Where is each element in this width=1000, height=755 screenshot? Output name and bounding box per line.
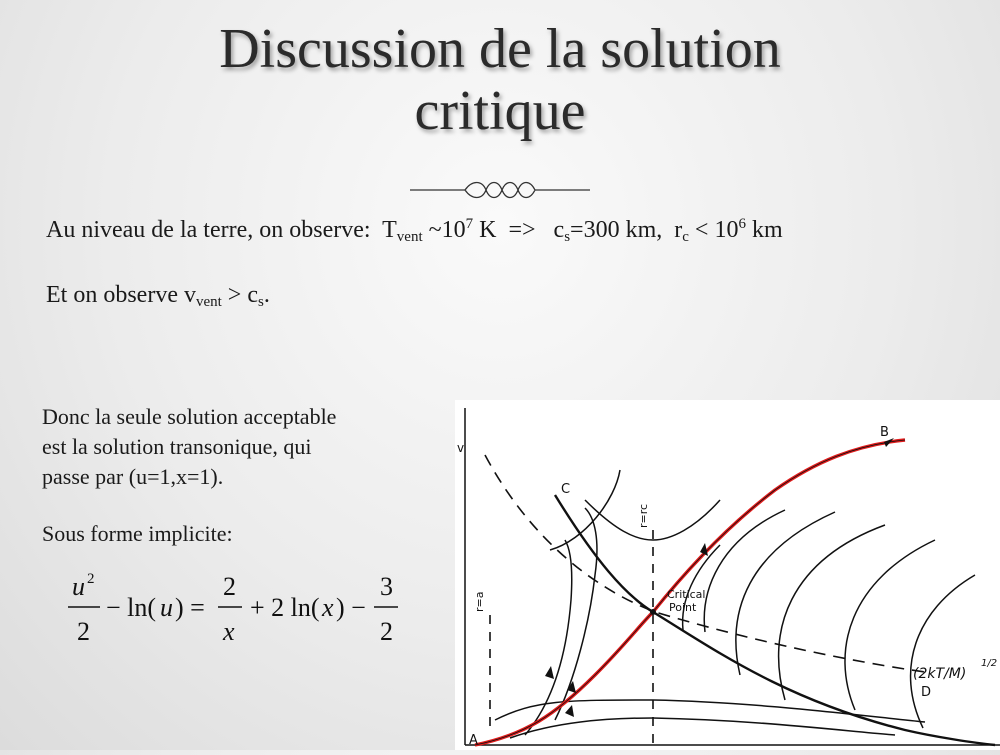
ra-label: r=a xyxy=(473,591,486,612)
svg-text:) −: ) − xyxy=(336,593,366,622)
svg-text:2: 2 xyxy=(77,617,90,646)
flow-arrows xyxy=(545,438,894,717)
solution-curves xyxy=(495,470,975,738)
critical-point-marker xyxy=(650,609,656,615)
title-line-2: critique xyxy=(414,80,586,142)
implicit-form-label: Sous forme implicite: xyxy=(42,521,233,546)
svg-text:+ 2 ln(: + 2 ln( xyxy=(250,593,320,622)
svg-text:) =: ) = xyxy=(175,593,205,622)
svg-text:u: u xyxy=(72,572,85,601)
rc-label: r=rc xyxy=(637,503,650,528)
ornament-divider xyxy=(410,176,590,204)
label-c: C xyxy=(561,482,571,497)
asymptote-exponent: 1/2 xyxy=(981,658,998,669)
critical-point-label-1: Critical xyxy=(667,588,706,601)
implicit-equation xyxy=(60,565,420,650)
phase-diagram xyxy=(455,400,1000,750)
y-axis-label: v xyxy=(457,441,465,455)
svg-text:2: 2 xyxy=(87,571,95,587)
asymptote-label: (2kT/M) xyxy=(913,666,967,682)
svg-text:2: 2 xyxy=(223,572,236,601)
observation-line-2: Et on observe $v_{vent} > c_s$. xyxy=(46,282,270,310)
svg-text:3: 3 xyxy=(380,572,393,601)
label-d: D xyxy=(921,685,932,700)
label-a: A xyxy=(469,733,478,748)
label-b: B xyxy=(880,425,889,440)
svg-text:x: x xyxy=(223,617,235,646)
conclusion-paragraph: Donc la seule solution acceptable est la solution transonique, qui passe par (u=1,x=1). xyxy=(42,404,337,489)
svg-text:x: x xyxy=(322,593,334,622)
svg-text:2: 2 xyxy=(380,617,393,646)
svg-text:− ln(: − ln( xyxy=(106,593,157,622)
critical-point-label-2: Point xyxy=(669,601,697,614)
slide-title xyxy=(0,18,1000,142)
svg-text:u: u xyxy=(160,593,173,622)
title-line-1: Discussion de la solution xyxy=(219,18,781,80)
sound-speed-curve xyxy=(485,455,925,672)
observation-line: Au niveau de la terre, on observe: $T_{vent}$ $\sim 10^7$ K => $c_s=300$ km, $r_c < 10^6$ km xyxy=(46,216,783,245)
